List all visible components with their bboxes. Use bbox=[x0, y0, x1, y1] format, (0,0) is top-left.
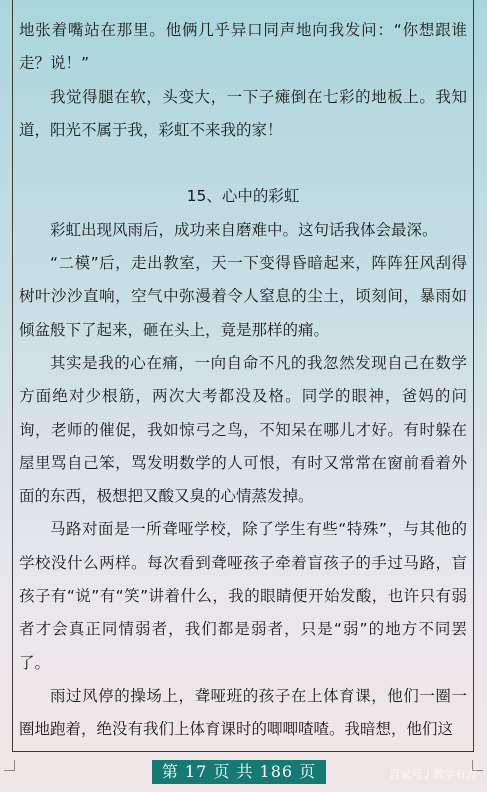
source-watermark: 百家号 / 教学有方 bbox=[389, 768, 477, 781]
paragraph-blank bbox=[19, 147, 467, 180]
document-body bbox=[19, 14, 467, 747]
section-heading: 15、心中的彩虹 bbox=[186, 187, 300, 206]
document-page bbox=[12, 0, 474, 752]
paragraph-5: “二模”后，走出教室，天一下变得昏暗起来，阵阵狂风刮得树叶沙沙直响，空气中弥漫着令人窒息的尘土，顷刻间，暴雨如倾盆般下了起来，砸在头上，竟是那样的痛。 bbox=[19, 254, 467, 339]
paragraph-6: 其实是我的心在痛，一向自命不凡的我忽然发现自己在数学方面绝对少根筋，两次大考都没及格。同学的眼神，爸妈的问询，老师的催促，我如惊弓之鸟，不知呆在哪儿才好。有时躲在屋里骂自己笨，骂发明数学的人可恨，有时又常常在窗前看着外面的东西，极想把又酸又臭的心情蒸发掉。 bbox=[19, 353, 467, 506]
paragraph-7: 马路对面是一所聋哑学校，除了学生有些“特殊”，与其他的学校没什么两样。每次看到聋哑孩子牵着盲孩子的手过马路，盲孩子有“说”有“笑”讲着什么，我的眼睛便开始发酸，也许只有弱者才会真正同情弱者，我们都是弱者，只是“弱”的地方不同罢了。 bbox=[19, 520, 467, 672]
paragraph-0: 地张着嘴站在那里。他俩几乎异口同声地向我发问：“你想跟谁走？说！” bbox=[19, 21, 467, 73]
paragraph-4: 彩虹出现风雨后，成功来自磨难中。这句话我体会最深。 bbox=[50, 220, 438, 239]
page-corner-mark-left bbox=[4, 760, 15, 771]
paragraph-8: 雨过风停的操场上，聋哑班的孩子在上体育课，他们一圈一圈地跑着，绝没有我们上体育课时的唧唧喳喳。我暗想，他们这 bbox=[19, 686, 467, 739]
page-indicator: 第 17 页 共 186 页 bbox=[152, 760, 326, 784]
paragraph-1: 我觉得腿在软，头变大，一下子瘫倒在七彩的地板上。我知道，阳光不属于我，彩虹不来我的家！ bbox=[19, 87, 467, 139]
